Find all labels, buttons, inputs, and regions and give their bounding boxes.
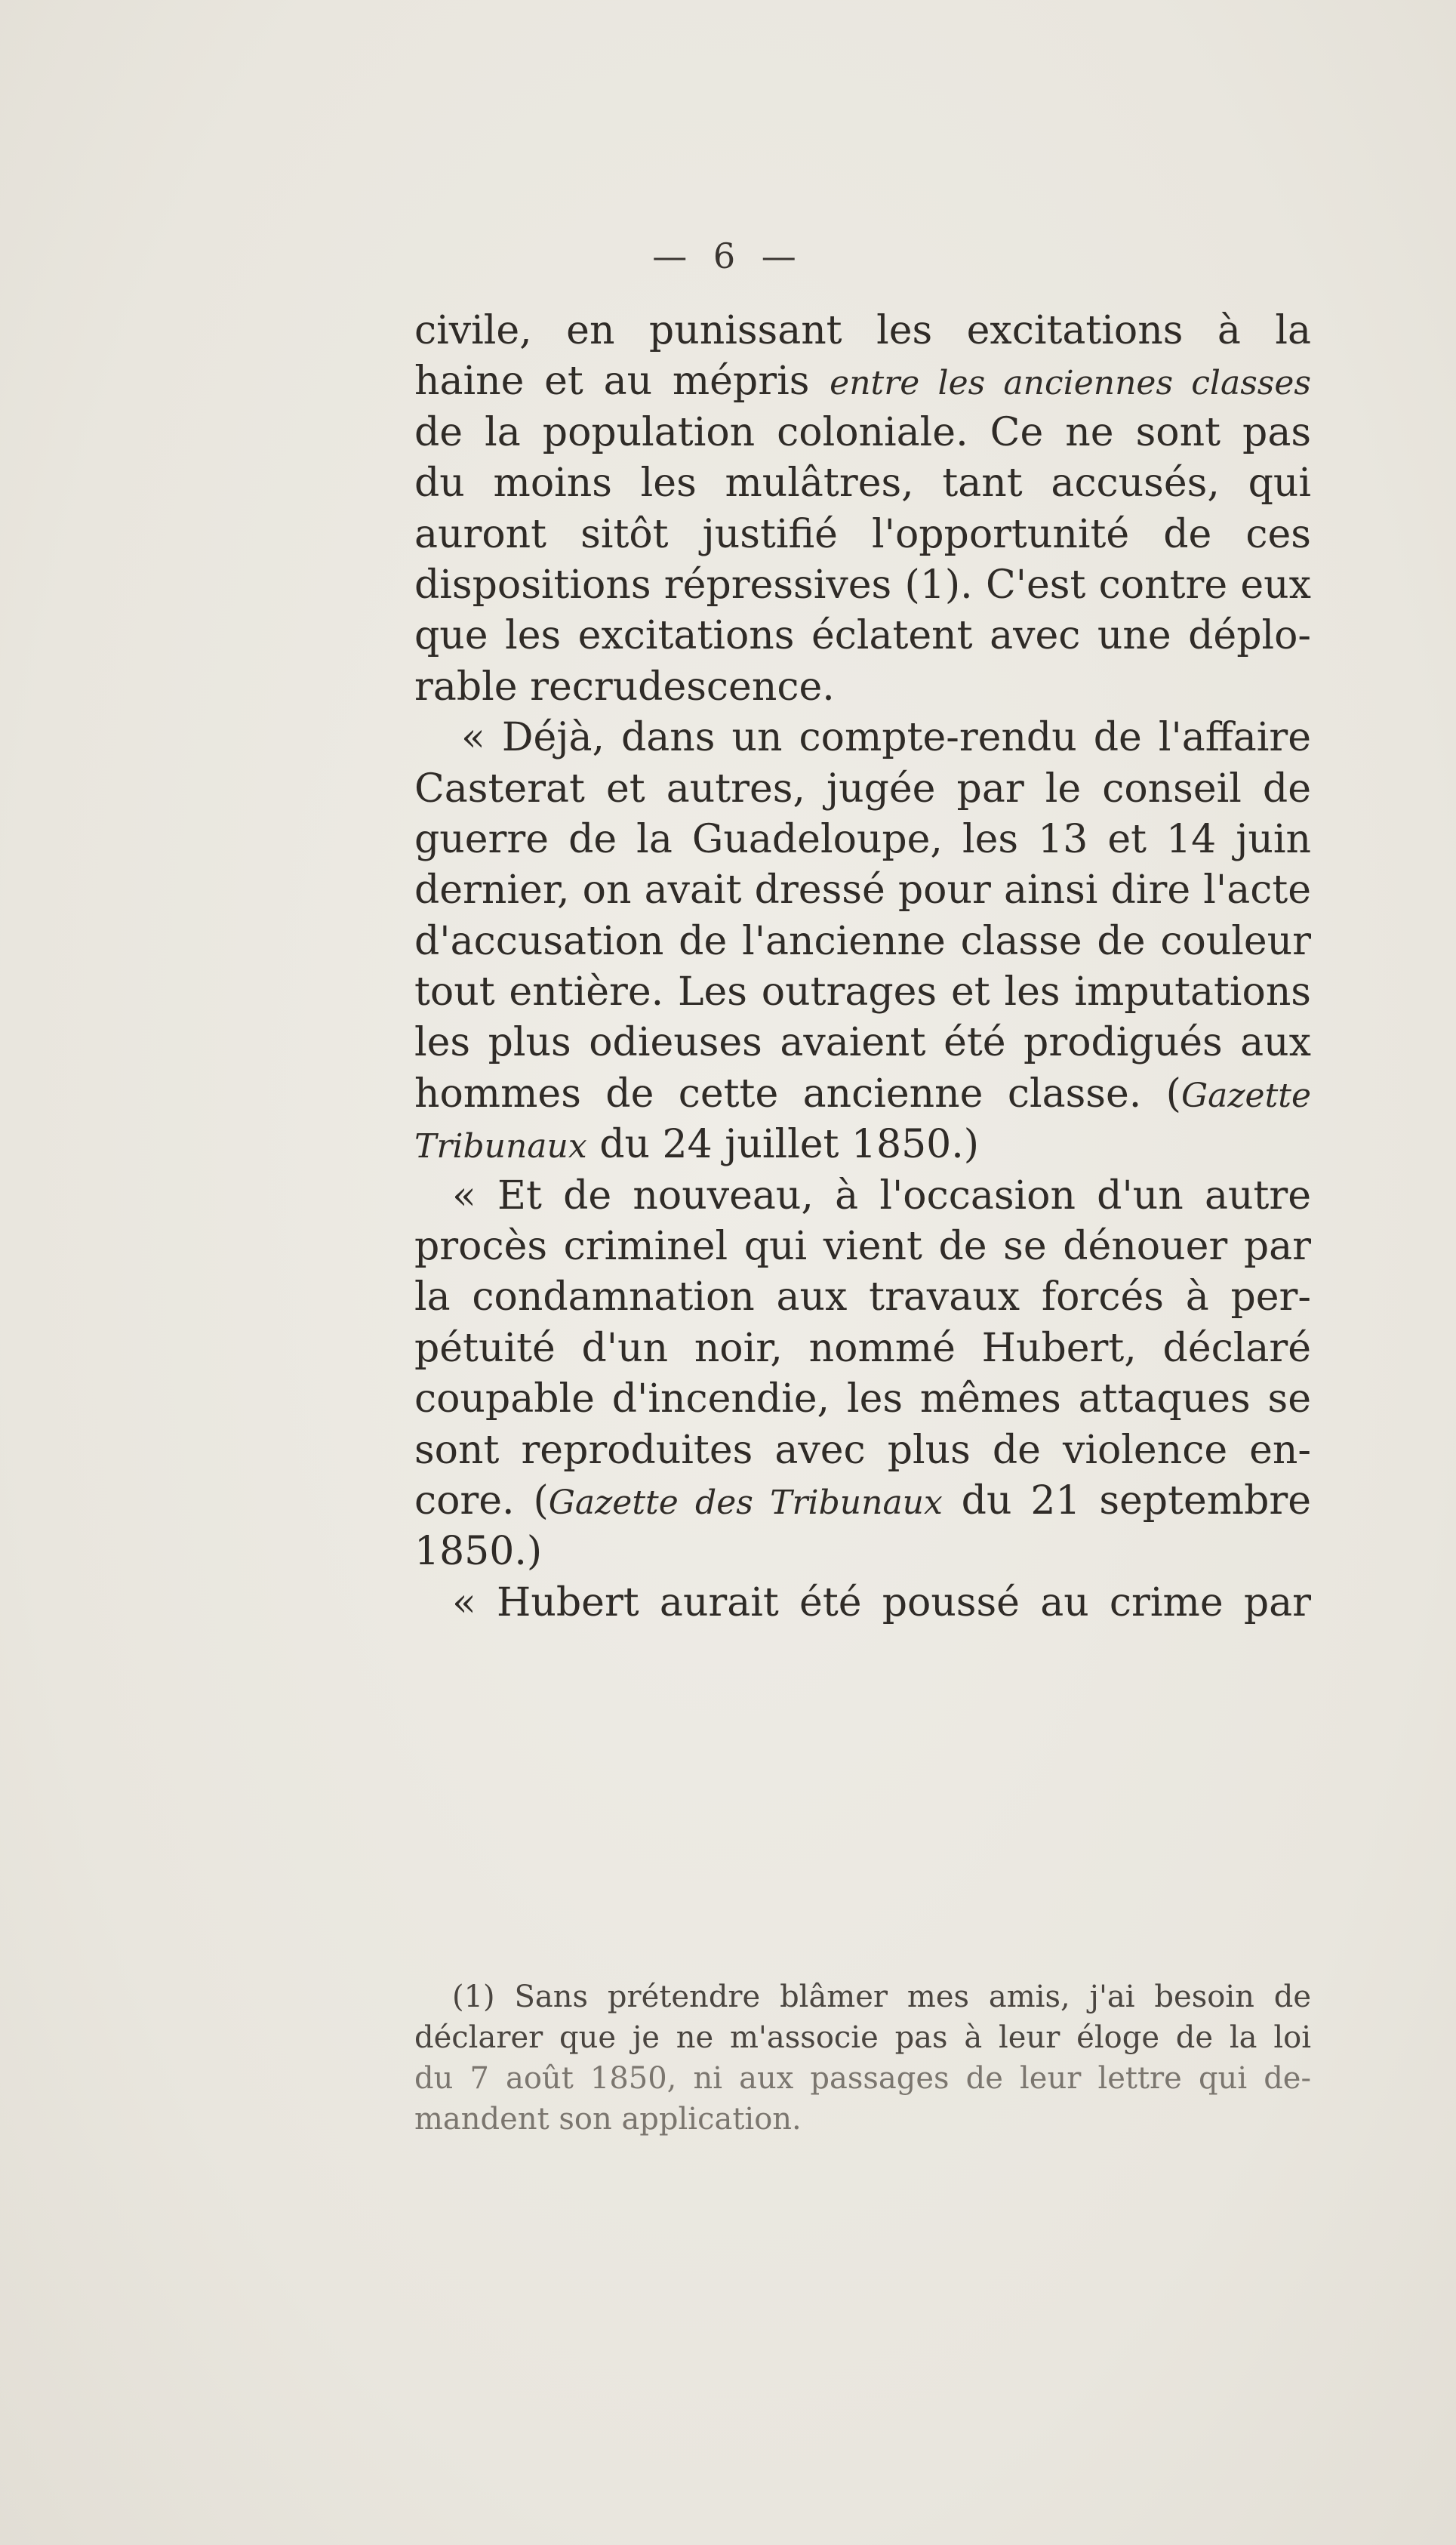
text-line bbox=[414, 1069, 1311, 1120]
body-text bbox=[414, 306, 1311, 1628]
text-line: « Déjà, dans un compte-rendu de l'affaire bbox=[461, 715, 1311, 761]
text-line: les plus odieuses avaient été prodigués aux bbox=[414, 1020, 1311, 1066]
text-line bbox=[414, 1476, 1311, 1527]
text-line: pétuité d'un noir, nommé Hubert, déclaré bbox=[414, 1325, 1311, 1371]
text-line: d'accusation de l'ancienne classe de couleur bbox=[414, 918, 1311, 964]
text-line: « Et de nouveau, à l'occasion d'un autre bbox=[452, 1172, 1311, 1219]
text-line: civile, en punissant les excitations à la bbox=[414, 308, 1311, 353]
text-line: la condamnation aux travaux forcés à per- bbox=[414, 1274, 1311, 1320]
text-segment: hommes de cette ancienne classe. ( bbox=[414, 1071, 1181, 1117]
text-line: tout entière. Les outrages et les imputations bbox=[414, 969, 1311, 1015]
text-line: 1850.) bbox=[414, 1529, 543, 1575]
text-line: « Hubert aurait été poussé au crime par bbox=[452, 1579, 1311, 1625]
text-line: auront sitôt justifié l'opportunité de ces bbox=[414, 511, 1311, 557]
footnote-line: du 7 août 1850, ni aux passages de leur lettre qui de- bbox=[414, 2061, 1311, 2096]
italic-phrase: Tribunaux bbox=[414, 1127, 587, 1166]
footnote bbox=[414, 1977, 1311, 2140]
footnote-line: déclarer que je ne m'associe pas à leur éloge de la loi bbox=[414, 2020, 1311, 2055]
text-line: du moins les mulâtres, tant accusés, qui bbox=[414, 461, 1311, 507]
text-line: guerre de la Guadeloupe, les 13 et 14 juin bbox=[414, 816, 1311, 862]
italic-phrase: Gazette bbox=[1180, 1076, 1311, 1115]
text-segment: du 24 juillet 1850.) bbox=[586, 1122, 980, 1168]
text-segment: haine et au mépris bbox=[414, 359, 830, 405]
text-line: coupable d'incendie, les mêmes attaques se bbox=[414, 1376, 1311, 1422]
text-line bbox=[414, 1120, 1311, 1170]
text-line: procès criminel qui vient de se dénouer par bbox=[414, 1224, 1311, 1270]
text-line bbox=[414, 356, 1311, 407]
italic-phrase: entre les anciennes classes bbox=[830, 364, 1311, 403]
footnote-line: mandent son application. bbox=[414, 2102, 802, 2137]
text-line: Casterat et autres, jugée par le conseil de bbox=[414, 766, 1311, 812]
text-line: de la population coloniale. Ce ne sont pas bbox=[414, 409, 1311, 455]
text-line: dispositions répressives (1). C'est contre eux bbox=[414, 562, 1311, 608]
text-line: que les excitations éclatent avec une déplo- bbox=[414, 613, 1311, 659]
page-number: — 6 — bbox=[652, 236, 804, 276]
text-line: sont reproduites avec plus de violence en- bbox=[414, 1427, 1311, 1473]
text-line: dernier, on avait dressé pour ainsi dire l'acte bbox=[414, 867, 1311, 914]
text-segment: core. ( bbox=[414, 1477, 549, 1524]
italic-phrase: Gazette des Tribunaux bbox=[548, 1483, 943, 1522]
text-segment: du 21 septembre bbox=[942, 1477, 1311, 1524]
footnote-line: (1) Sans prétendre blâmer mes amis, j'ai besoin de bbox=[452, 1980, 1311, 2014]
text-line: rable recrudescence. bbox=[414, 664, 835, 710]
